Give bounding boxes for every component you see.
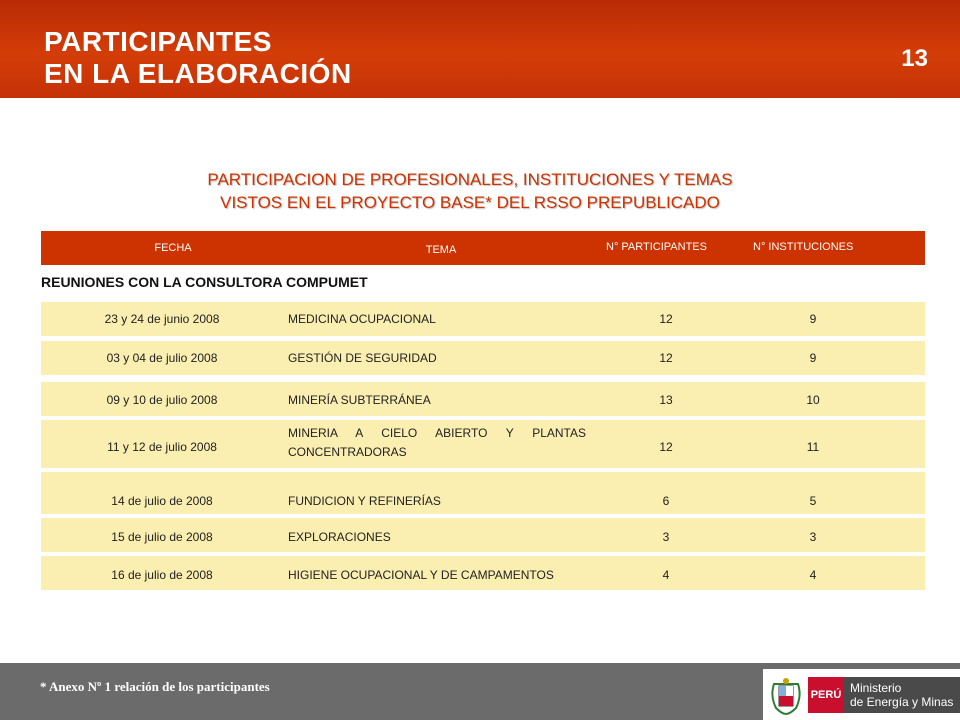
cell-participantes: 12 — [659, 312, 673, 326]
table-row — [41, 302, 925, 336]
cell-instituciones: 4 — [809, 568, 817, 582]
table-caption — [0, 168, 940, 214]
cell-participantes: 3 — [662, 530, 670, 544]
table-row — [41, 382, 925, 416]
cell-tema: EXPLORACIONES — [288, 530, 391, 544]
page-title-line2: EN LA ELABORACIÓN — [44, 58, 352, 89]
cell-tema: MINERIA A CIELO ABIERTO Y PLANTAS CONCENTRADORAS — [288, 426, 586, 459]
footer-bar — [0, 663, 960, 720]
cell-participantes: 6 — [662, 494, 670, 508]
section-label: REUNIONES CON LA CONSULTORA COMPUMET — [41, 274, 368, 290]
cell-fecha: 23 y 24 de junio 2008 — [104, 312, 220, 326]
cell-tema: GESTIÓN DE SEGURIDAD — [288, 351, 437, 365]
cell-participantes: 12 — [659, 351, 673, 365]
cell-tema: HIGIENE OCUPACIONAL Y DE CAMPAMENTOS — [288, 568, 554, 582]
cell-participantes: 4 — [662, 568, 670, 582]
cell-instituciones: 9 — [809, 312, 817, 326]
cell-fecha: 16 de julio de 2008 — [111, 568, 213, 582]
cell-participantes: 13 — [659, 393, 673, 407]
cell-instituciones: 9 — [809, 351, 817, 365]
page-title-line1: PARTICIPANTES — [44, 26, 272, 57]
cell-instituciones: 3 — [809, 530, 817, 544]
cell-fecha: 11 y 12 de julio 2008 — [107, 440, 217, 454]
table-row — [41, 518, 925, 552]
footnote: * Anexo Nº 1 relación de los participantes — [40, 679, 270, 694]
cell-fecha: 14 de julio de 2008 — [111, 494, 213, 508]
page-title — [44, 26, 352, 90]
peru-badge: PERÚ — [808, 677, 844, 713]
slide-number: 13 — [901, 45, 928, 72]
ministry-name-line2: de Energía y Minas — [850, 695, 954, 709]
table-caption-line2: VISTOS EN EL PROYECTO BASE* DEL RSSO PREPUBLICADO — [220, 193, 720, 212]
table-row — [41, 472, 925, 514]
cell-tema: FUNDICION Y REFINERÍAS — [288, 494, 441, 508]
cell-tema: MEDICINA OCUPACIONAL — [288, 312, 436, 326]
cell-instituciones: 5 — [809, 494, 817, 508]
coat-of-arms-icon — [768, 674, 804, 716]
table-row — [41, 420, 925, 468]
table-header — [41, 231, 925, 265]
table-row — [41, 556, 925, 590]
cell-instituciones: 10 — [806, 393, 820, 407]
table-row — [41, 341, 925, 375]
ministry-name-line1: Ministerio — [850, 681, 902, 695]
cell-fecha: 09 y 10 de julio 2008 — [106, 393, 218, 407]
cell-participantes: 12 — [659, 440, 673, 454]
ministry-logo — [763, 669, 960, 720]
ministry-badge — [844, 677, 960, 713]
column-header-instituciones: N° INSTITUCIONES — [753, 241, 854, 253]
cell-fecha: 03 y 04 de julio 2008 — [106, 351, 218, 365]
column-header-fecha: FECHA — [154, 242, 192, 254]
cell-tema: MINERÍA SUBTERRÁNEA — [288, 393, 431, 407]
cell-instituciones: 11 — [806, 440, 820, 454]
column-header-participantes: N° PARTICIPANTES — [606, 241, 707, 253]
table-caption-line1: PARTICIPACION DE PROFESIONALES, INSTITUCIONES Y TEMAS — [207, 170, 733, 189]
column-header-tema: TEMA — [425, 244, 457, 256]
header-bar — [0, 0, 960, 98]
cell-fecha: 15 de julio de 2008 — [111, 530, 213, 544]
